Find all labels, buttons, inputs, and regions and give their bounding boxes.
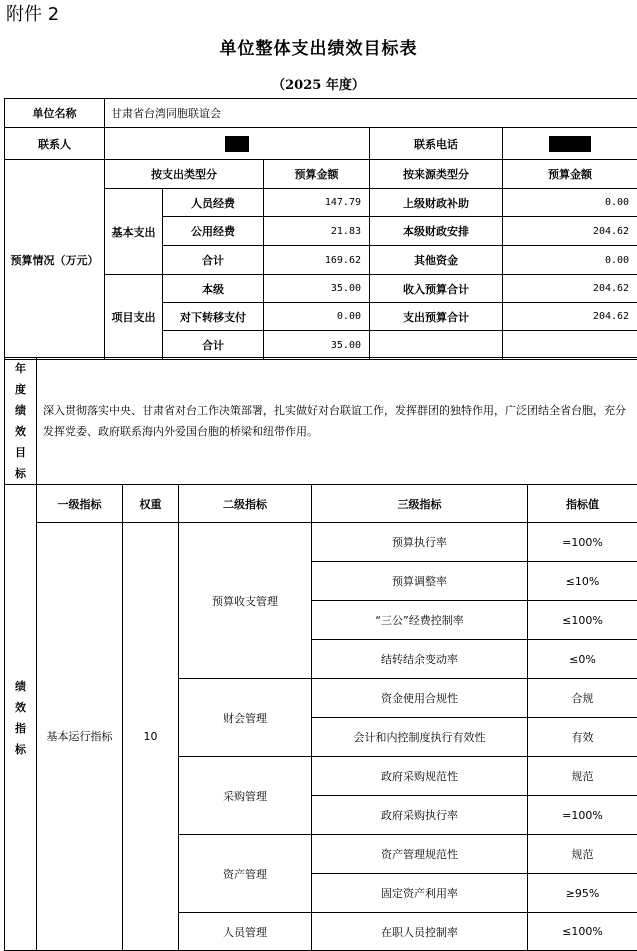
indicator-value: 规范 <box>528 757 637 796</box>
personnel-label: 人员经费 <box>163 189 264 217</box>
header-level2: 二级指标 <box>179 485 312 523</box>
basic-expense-label: 基本支出 <box>105 189 163 275</box>
source-label: 上级财政补助 <box>370 189 503 217</box>
goal-table <box>4 357 637 485</box>
source-label: 收入预算合计 <box>370 275 503 303</box>
level2-cell: 财会管理 <box>179 679 312 757</box>
level3-cell: 结转结余变动率 <box>312 640 528 679</box>
project-subtotal-value: 35.00 <box>264 331 370 360</box>
indicator-value: ≥95% <box>528 874 637 913</box>
project-expense-label: 项目支出 <box>105 275 163 360</box>
level1-cell <box>37 523 123 951</box>
level3-cell: 在职人员控制率 <box>312 913 528 951</box>
contact-person-value <box>105 128 370 160</box>
level2-cell: 采购管理 <box>179 757 312 835</box>
transfer-label: 对下转移支付 <box>163 303 264 331</box>
indicator-value: ≤100% <box>528 601 637 640</box>
source-label: 本级财政安排 <box>370 217 503 246</box>
indicator-value: 合规 <box>528 679 637 718</box>
level3-cell: 政府采购执行率 <box>312 796 528 835</box>
indicator-value: ≤100% <box>528 913 637 951</box>
indicator-value: =100% <box>528 796 637 835</box>
goal-label <box>5 358 37 485</box>
unit-name-value: 甘肃省台湾同胞联谊会 <box>105 99 637 128</box>
own-level-value: 35.00 <box>264 275 370 303</box>
indicator-label <box>5 485 37 951</box>
transfer-value: 0.00 <box>264 303 370 331</box>
empty-cell <box>370 331 503 360</box>
level3-cell: 预算执行率 <box>312 523 528 562</box>
source-value: 204.62 <box>503 303 637 331</box>
project-subtotal-label: 合计 <box>163 331 264 360</box>
indicator-value: 有效 <box>528 718 637 757</box>
header-by-source: 按来源类型分 <box>370 160 503 189</box>
basic-subtotal-value: 169.62 <box>264 246 370 275</box>
level3-cell: “三公”经费控制率 <box>312 601 528 640</box>
unit-name-label: 单位名称 <box>5 99 105 128</box>
weight-value: 10 <box>123 523 179 951</box>
goal-label-text: 年度绩效目标 <box>15 362 26 480</box>
source-label: 支出预算合计 <box>370 303 503 331</box>
goal-text: 深入贯彻落实中央、甘肃省对台工作决策部署，扎实做好对台联谊工作，发挥群团的独特作用，广泛团结全省台胞，充分发挥党委、政府联系海内外爱国台胞的桥梁和纽带作用。 <box>37 358 637 485</box>
header-amount: 预算金额 <box>264 160 370 189</box>
attachment-label: 附件 2 <box>6 4 60 25</box>
basic-subtotal-label: 合计 <box>163 246 264 275</box>
source-value: 204.62 <box>503 275 637 303</box>
level3-cell: 资金使用合规性 <box>312 679 528 718</box>
year-label: （2025 年度） <box>272 78 365 93</box>
level3-cell: 预算调整率 <box>312 562 528 601</box>
header-value: 指标值 <box>528 485 637 523</box>
header-level1: 一级指标 <box>37 485 123 523</box>
source-value: 0.00 <box>503 246 637 275</box>
level3-cell: 会计和内控制度执行有效性 <box>312 718 528 757</box>
redaction-block <box>225 136 249 152</box>
contact-person-label: 联系人 <box>5 128 105 160</box>
public-label: 公用经费 <box>163 217 264 246</box>
indicator-value: =100% <box>528 523 637 562</box>
indicator-value: ≤10% <box>528 562 637 601</box>
header-amount-2: 预算金额 <box>503 160 637 189</box>
public-value: 21.83 <box>264 217 370 246</box>
header-by-type: 按支出类型分 <box>105 160 264 189</box>
budget-table <box>4 98 637 360</box>
level1-text: 基本运行指标 <box>46 729 113 743</box>
header-level3: 三级指标 <box>312 485 528 523</box>
redaction-block <box>549 136 591 152</box>
level3-cell: 固定资产利用率 <box>312 874 528 913</box>
source-label: 其他资金 <box>370 246 503 275</box>
indicator-table <box>4 484 637 951</box>
level2-cell: 预算收支管理 <box>179 523 312 679</box>
source-value: 204.62 <box>503 217 637 246</box>
level3-cell: 资产管理规范性 <box>312 835 528 874</box>
level3-cell: 政府采购规范性 <box>312 757 528 796</box>
level2-cell: 人员管理 <box>179 913 312 951</box>
source-value: 0.00 <box>503 189 637 217</box>
page-title: 单位整体支出绩效目标表 <box>219 39 418 59</box>
personnel-value: 147.79 <box>264 189 370 217</box>
header-weight: 权重 <box>123 485 179 523</box>
budget-label: 预算情况（万元） <box>5 160 105 360</box>
indicator-value: 规范 <box>528 835 637 874</box>
contact-phone-value <box>503 128 637 160</box>
level2-cell: 资产管理 <box>179 835 312 913</box>
contact-phone-label: 联系电话 <box>370 128 503 160</box>
indicator-value: ≤0% <box>528 640 637 679</box>
own-level-label: 本级 <box>163 275 264 303</box>
indicator-label-text: 绩效指标 <box>15 679 26 756</box>
empty-cell <box>503 331 637 360</box>
